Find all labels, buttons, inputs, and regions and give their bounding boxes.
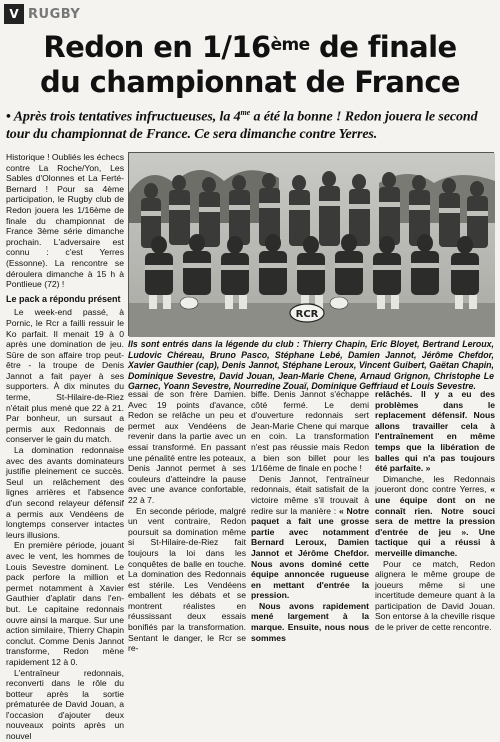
article-column-3	[251, 389, 369, 643]
article-lead	[6, 104, 496, 143]
article-headline	[0, 30, 500, 100]
paragraph: La domination redonnaise avec des avants dominateurs justifie pleinement ce succès. Seul un relâchement des lignes arrières et l'absence d'un second relayeur défensif a permis aux Vendéens de longtemps conserver intactes leurs illusions.	[6, 445, 124, 540]
coach-quote: « Notre paquet a fait une grosse partie avec notamment Bernard Leroux, Damien Jannot et Jérôme Chefdor. Nous avons dominé cette équipe annoncée rugueuse en mettant d'entrée la pression.	[251, 505, 369, 601]
team-photo-illustration	[129, 153, 495, 337]
club-sign-text: RCR	[295, 309, 319, 320]
article-column-2	[128, 389, 246, 654]
article-column-4	[375, 389, 495, 633]
paragraph: Pour ce match, Redon alignera le même groupe de joueurs même si une incertitude demeure quant à la participation de David Jouan. Son entorse à la cheville risque de le priver de cette rencontre.	[375, 558, 495, 633]
newspaper-logo-icon: V	[4, 4, 24, 24]
headline-line1	[43, 30, 456, 64]
headline-line2: du championnat de France	[39, 65, 461, 99]
lead-bullet-icon: •	[6, 109, 11, 125]
paragraph-intro: Dimanche, les Redonnais joueront donc contre Yerres,	[375, 473, 495, 495]
paragraph: Historique ! Oubliés les échecs contre La Roche/Yon, Les Sables d'Olonnes et La Ferté-Bernard ! Pour sa 4ème participation, le Rugby club de Redon jouera les 1/16ème de finale du championnat de France 3ème série dimanche prochain. L'adversaire est connu : c'est Yerres (Essonne). La rencontre se déroulera dimanche à 15 h à Pontlieue (72) !	[6, 152, 124, 290]
subheading: Le pack a répondu présent	[6, 293, 121, 304]
headline-superscript: ème	[270, 35, 310, 55]
coach-quote: relâchés. Il y a eu des problèmes dans le replacement défensif. Nous allons travailler cela à l'entraînement en même temps que la libération de balles qui n'a pas toujours été parfaite. »	[375, 389, 495, 474]
team-photo	[128, 152, 494, 336]
section-label: RUGBY	[28, 6, 81, 22]
paragraph: biffe. Denis Jannot s'échappe côté fermé. Le demi d'ouverture redonnais sert Jean-Marie Chene qui marque en coin. La transformation n'est pas réussie mais Redon a bien son billet pour les 1/16ème de finale en poche !	[251, 389, 369, 474]
paragraph: essai de son frère Damien. Avec 19 points d'avance, Redon se relâche un peu et permet aux Vendéens de revenir dans la partie avec un essai transformé. En passant une pénalité entre les poteaux, Denis Jannot permet à ses couleurs d'atteindre la pause avec une avance confortable, 22 à 7.	[128, 389, 246, 505]
paragraph	[251, 474, 369, 601]
paragraph: En seconde période, malgré un vent contraire, Redon poursuit sa domination même si St-Hilaire-de-Riez fait toujours la loi dans les conquêtes de balle en touche. La domination des Redonnais est stérile. Les Vendéens emballent les débats et se montrent réalistes en réussissant deux essais bonifiés par la transformation. Sentant le danger, le Rcr se re-	[128, 505, 246, 654]
paragraph: L'entraîneur redonnais, reconverti dans le rôle du botteur après la sortie prématurée de David Jouan, a l'occasion d'ajouter deux nouveaux points après un nouvel	[6, 667, 124, 742]
photo-caption: Ils sont entrés dans la légende du club : Thierry Chapin, Eric Bloyet, Bertrand Leroux, Ludovic Chéreau, Bruno Pasco, Stéphane Lebé, Damien Jannot, Jérôme Chefdor, Xavier Gauthier (cap), Denis Jannot, Stéphane Leroux, Vincent Guibert, Gaëtan Chapin, Dominique Sevestre, David Jouan, Jean-Marie Chene, Arnaud Grignon, Christophe Le Garnec, Yoann Sevestre, Nourredine Zouaï, Dominique Geffriaud et Louis Sevestre.	[128, 339, 494, 392]
coach-quote: Nous avons rapidement mené largement à la marque. Ensuite, nous nous sommes	[251, 600, 369, 643]
coach-quote: « une équipe dont on ne connaît rien. Notre souci sera de mettre la pression d'entrée de jeu ». Une tactique qui a réussi à merveille dimanche.	[375, 484, 495, 558]
paragraph-intro: Denis Jannot, l'entraîneur redonnais, était satisfait de la victoire même s'il trouvait à redire sur la manière :	[251, 473, 369, 516]
article-column-1	[6, 152, 124, 742]
lead-text-part2: a été la bonne ! Redon jouera le second tour du championnat de France. Ce sera dimanche contre Yerres.	[6, 109, 478, 142]
paragraph: En première période, jouant avec le vent, les hommes de Louis Sevestre dominent. Le pack perfore la million et permet notamment à Xavier Gauthier d'aplatir dans l'en-but. Le capitaine redonnais ouvre ainsi la marque. Sur une action similaire, Thierry Chapin conclut. Comme Denis Jannot transforme, Redon mène rapidement 12 à 0.	[6, 540, 124, 667]
lead-text-part1: Après trois tentatives infructueuses, la 4	[10, 109, 241, 125]
paragraph: Le week-end passé, à Pornic, le Rcr a failli ressuir le Ko parfait. Il menait 19 à 0 après une domination de jeu. Sûre de son affaire trop peut-être - la troupe de Denis Jannot a fait payer à ses supporters. À dix minutes du terme, St-Hilaire-de-Riez n'était plus mené que 22 à 21. Par bonheur, un sursaut a permis aux Redonnais de conserver le gain du match.	[6, 307, 124, 445]
lead-superscript: me	[240, 108, 251, 117]
paragraph	[375, 474, 495, 559]
headline-line1-part2: de finale	[309, 30, 457, 64]
headline-line1-part1: Redon en 1/16	[43, 30, 271, 64]
section-rubric	[4, 4, 80, 24]
